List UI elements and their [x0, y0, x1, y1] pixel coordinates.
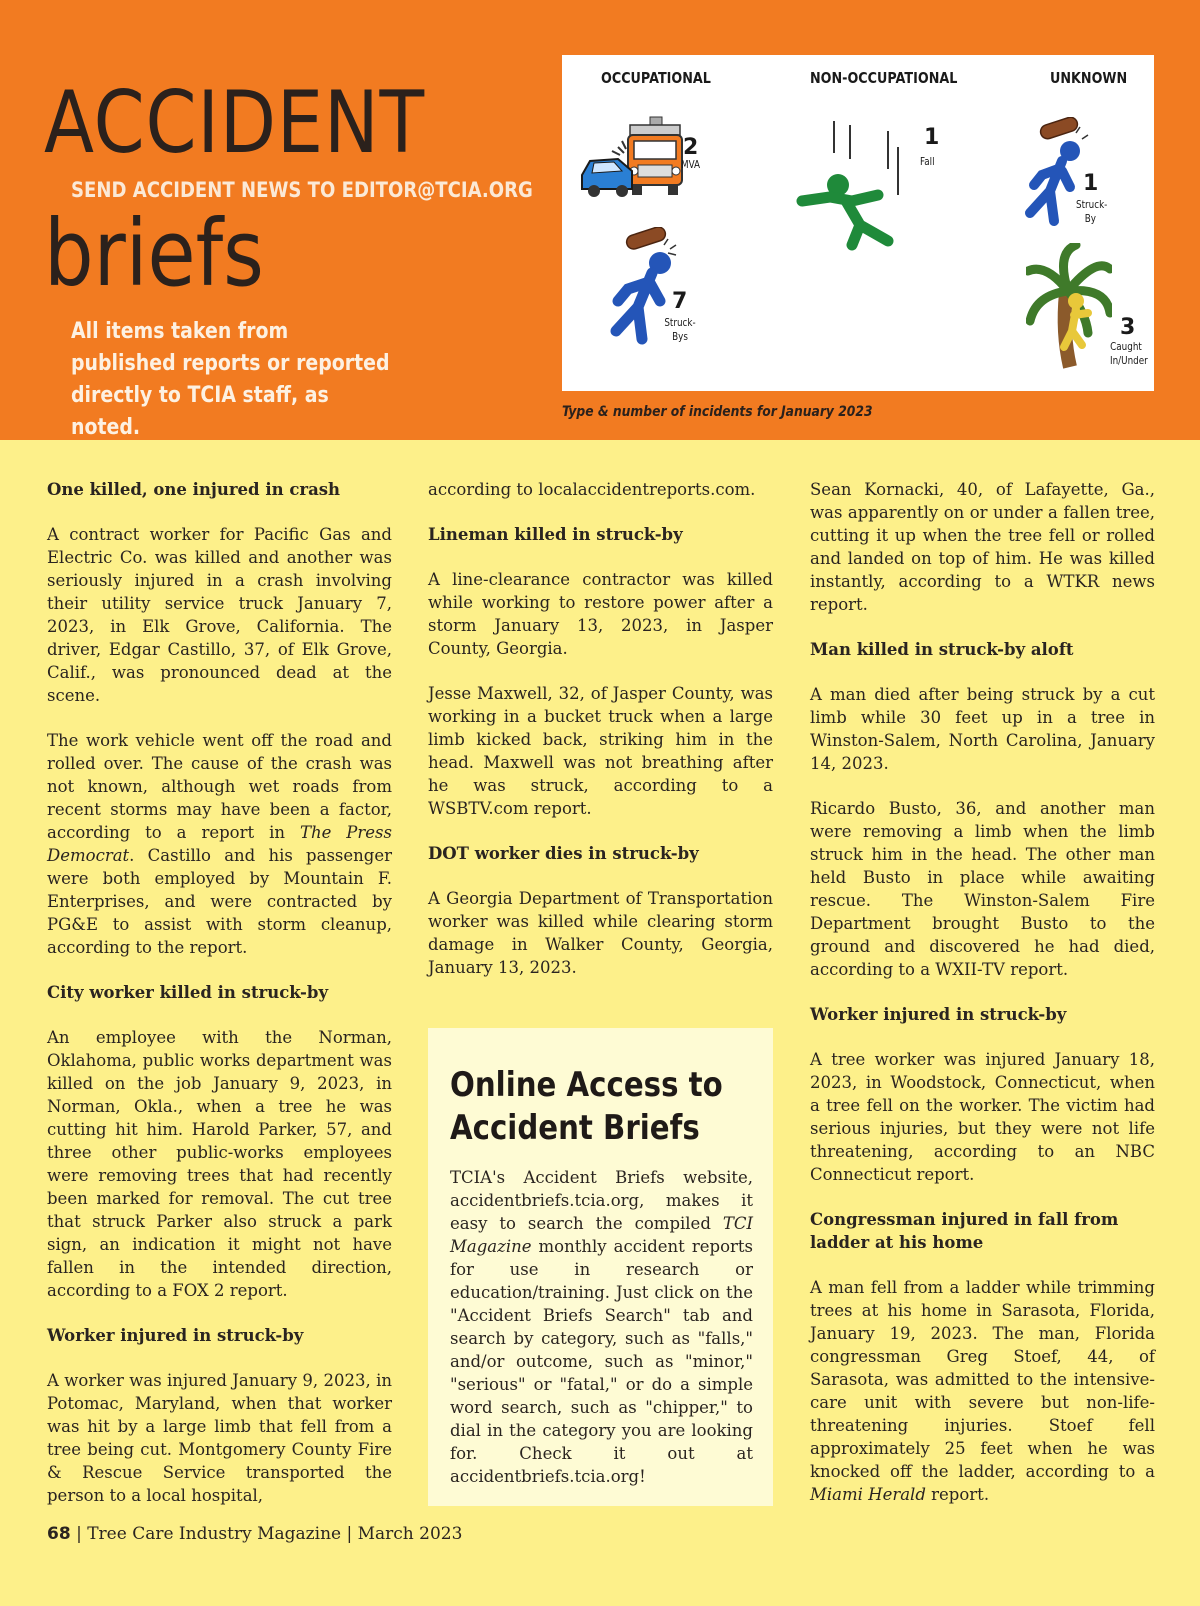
column-1 [47, 478, 392, 1529]
article-title: DOT worker dies in struck-by [428, 844, 699, 863]
label-mva: MVA [681, 158, 701, 171]
label-struck-bys: Struck-Bys [664, 316, 696, 344]
article-title: Worker injured in struck-by [47, 1326, 304, 1345]
category-unknown: UNKNOWN [1050, 69, 1128, 87]
article-title: Worker injured in struck-by [810, 1005, 1067, 1024]
label-struck-by-unknown: Struck-By [1076, 198, 1108, 226]
infographic-caption: Type & number of incidents for January 2023 [562, 404, 873, 420]
text-run: . Castillo and his passenger were both employed by Mountain F. Enterprises, and were contracted by PG&E to assist with storm cleanup, according to the report. [47, 846, 392, 957]
online-box-title: Online Access to Accident Briefs [450, 1065, 723, 1148]
count-mva: 2 [683, 135, 699, 160]
article-title: Lineman killed in struck-by [428, 525, 683, 544]
label-fall: Fall [920, 155, 935, 168]
article-paragraph: according to localaccidentreports.com. [428, 480, 756, 499]
article-paragraph: An employee with the Norman, Oklahoma, public works department was killed on the job January 9, 2023, in Norman, Okla., when a tree he was cutting hit him. Harold Parker, 57, and three other public-works employees were removing trees that had recently been marked for removal. The cut tree that struck Parker also struck a park sign, an indication it might not have fallen in the intended direction, according to a FOX 2 report. [47, 1028, 392, 1300]
online-access-box [428, 1028, 773, 1506]
publication-name: Miami Herald [810, 1485, 926, 1504]
footer-text: | Tree Care Industry Magazine | March 2023 [70, 1524, 463, 1544]
intro-text: All items taken from published reports or reported directly to TCIA staff, as noted. [71, 319, 390, 440]
column-3 [810, 478, 1155, 1528]
falling-person-icon [794, 117, 914, 253]
publication-name: The Press Democrat [47, 823, 392, 865]
text-run: monthly accident reports for use in research or education/training. Just click on the "Accident Briefs Search" tab and search by category, such as "falls," and/or outcome, such as "minor," "serious" or "fatal," or do a simple word search, such as "chipper," to dial in the category you are looking for. Check it out at accidentbriefs.tcia.org! [450, 1237, 753, 1486]
page-number: 68 [47, 1524, 71, 1544]
article-paragraph: A worker was injured January 9, 2023, in Potomac, Maryland, when that worker was hit by a large limb that fell from a tree being cut. Montgomery County Fire & Rescue Service transported the person to a local hospital, [47, 1371, 392, 1505]
text-run: The work vehicle went off the road and rolled over. The cause of the crash was not known, although wet roads from recent storms may have been a factor, according to a report in [47, 731, 392, 842]
category-non-occupational: NON-OCCUPATIONAL [810, 69, 958, 87]
section-title-briefs: briefs [44, 200, 264, 307]
article-paragraph: Sean Kornacki, 40, of Lafayette, Ga., was apparently on or under a fallen tree, cutting it up when the tree fell or rolled and landed on top of him. He was killed instantly, according to a WTKR news report. [810, 480, 1155, 614]
column-2 [428, 478, 773, 1001]
article-paragraph: A contract worker for Pacific Gas and Electric Co. was killed and another was seriously injured in a crash involving their utility service truck January 7, 2023, in Elk Grove, California. The driver, Edgar Castillo, 37, of Elk Grove, Calif., was pronounced dead at the scene. [47, 525, 392, 705]
text-run: report. [925, 1485, 990, 1504]
article-paragraph: A man died after being struck by a cut limb while 30 feet up in a tree in Winston-Salem, North Carolina, January 14, 2023. [810, 685, 1155, 773]
count-fall: 1 [924, 125, 940, 150]
article-paragraph: A Georgia Department of Transportation worker was killed while clearing storm damage in Walker County, Georgia, January 13, 2023. [428, 889, 773, 977]
publication-name: TCI Magazine [450, 1214, 753, 1256]
article-title: One killed, one injured in crash [47, 480, 341, 499]
article-paragraph [810, 1276, 1155, 1506]
count-struck-by-unknown: 1 [1083, 171, 1099, 196]
article-paragraph: A line-clearance contractor was killed while working to restore power after a storm January 13, 2023, in Jasper County, Georgia. [428, 570, 773, 658]
online-box-text [450, 1166, 753, 1488]
article-title: Man killed in struck-by aloft [810, 640, 1074, 659]
category-occupational: OCCUPATIONAL [601, 69, 711, 87]
article-paragraph: Ricardo Busto, 36, and another man were removing a limb when the limb struck him in the head. The other man held Busto in place while awaiting rescue. The Winston-Salem Fire Department brought Busto to the ground and discovered he had died, according to a WXII-TV report. [810, 799, 1155, 979]
text-run: TCIA's Accident Briefs website, accidentbriefs.tcia.org, makes it easy to search the compiled [450, 1168, 753, 1233]
article-title: City worker killed in struck-by [47, 983, 329, 1002]
section-title-accident: ACCIDENT [44, 73, 425, 173]
palm-tree-caught-icon [1026, 243, 1112, 369]
text-run: A man fell from a ladder while trimming trees at his home in Sarasota, Florida, January 19, 2023. The man, Florida congressman Greg Stoef, 44, of Sarasota, was admitted to the intensive-care unit with severe but non-life-threatening injuries. Stoef fell approximately 25 feet when he was knocked off the ladder, according to a [810, 1278, 1155, 1481]
send-news-line: SEND ACCIDENT NEWS TO EDITOR@TCIA.ORG [71, 178, 533, 202]
article-title: Congressman injured in fall from ladder at his home [810, 1210, 1119, 1252]
article-paragraph: A tree worker was injured January 18, 2023, in Woodstock, Connecticut, when a tree fell on the worker. The victim had serious injuries, but they were not life threatening, according to an NBC Connecticut report. [810, 1050, 1155, 1184]
header-banner [0, 0, 1200, 440]
article-paragraph [47, 729, 392, 959]
truck-car-crash-icon [578, 113, 701, 205]
count-caught-in-under: 3 [1120, 315, 1136, 340]
article-paragraph: Jesse Maxwell, 32, of Jasper County, was working in a bucket truck when a large limb kicked back, striking him in the head. Maxwell was not breathing after he was struck, according to a WSBTV.com report. [428, 684, 773, 818]
label-caught-in-under: Caught In/Under [1110, 340, 1148, 368]
page-footer [47, 1524, 462, 1544]
count-struck-bys: 7 [672, 289, 688, 314]
incident-infographic [562, 55, 1154, 391]
